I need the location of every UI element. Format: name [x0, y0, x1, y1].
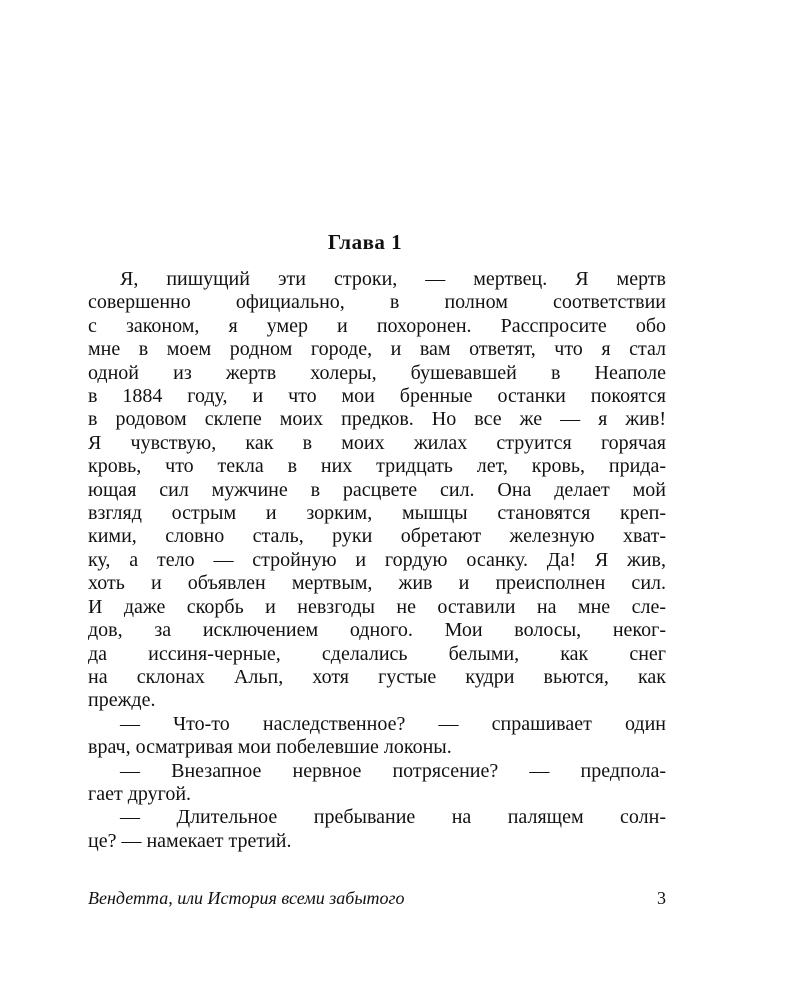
text-line: Я, пишущий эти строки, — мертвец. Я мертв	[120, 268, 666, 290]
text-line: в родовом склепе моих предков. Но все же — я жив!	[88, 408, 666, 431]
page-footer	[88, 888, 666, 909]
page-number: 3	[657, 888, 666, 908]
text-line: — Внезапное нервное потрясение? — предпола-	[120, 759, 666, 782]
text-line: дов, за исключением одного. Мои волосы, неког-	[88, 619, 666, 642]
text-line: гает другой.	[88, 782, 192, 805]
text-line: прежде.	[88, 689, 156, 712]
text-line: на склонах Альп, хотя густые кудри вьются, как	[88, 665, 666, 688]
text-line: с законом, я умер и похоронен. Расспросите обо	[88, 314, 666, 337]
text-line: хоть и объявлен мертвым, жив и преисполнен сил.	[88, 572, 666, 595]
text-line: кровь, что текла в них тридцать лет, кровь, прида-	[88, 455, 666, 478]
text-line: Я чувствую, как в моих жилах струится горячая	[88, 431, 666, 454]
text-line: врач, осматривая мои побелевшие локоны.	[88, 736, 452, 759]
text-line: мне в моем родном городе, и вам ответят, что я стал	[88, 338, 666, 361]
text-line: кими, словно сталь, руки обретают железную хват-	[88, 525, 666, 548]
text-line: одной из жертв холеры, бушевавшей в Неаполе	[88, 361, 666, 384]
text-line: ющая сил мужчине в расцвете сил. Она делает мой	[88, 478, 666, 501]
text-line: ку, а тело — стройную и гордую осанку. Да! Я жив,	[88, 548, 666, 571]
chapter-body	[88, 268, 666, 853]
text-line: це? — намекает третий.	[88, 829, 292, 852]
text-line: взгляд острым и зорким, мышцы становятся креп-	[88, 502, 666, 525]
text-line: совершенно официально, в полном соответствии	[88, 291, 666, 314]
text-line: И даже скорбь и невзгоды не оставили на мне сле-	[88, 595, 666, 618]
running-title: Вендетта, или История всеми забытого	[88, 888, 405, 908]
text-line: в 1884 году, и что мои бренные останки покоятся	[88, 385, 666, 408]
chapter-title: Глава 1	[327, 230, 403, 254]
text-line: — Длительное пребывание на палящем солн-	[120, 806, 666, 829]
text-line: — Что-то наследственное? — спрашивает один	[120, 712, 666, 735]
text-line: да иссиня-черные, сделались белыми, как снег	[88, 642, 666, 665]
